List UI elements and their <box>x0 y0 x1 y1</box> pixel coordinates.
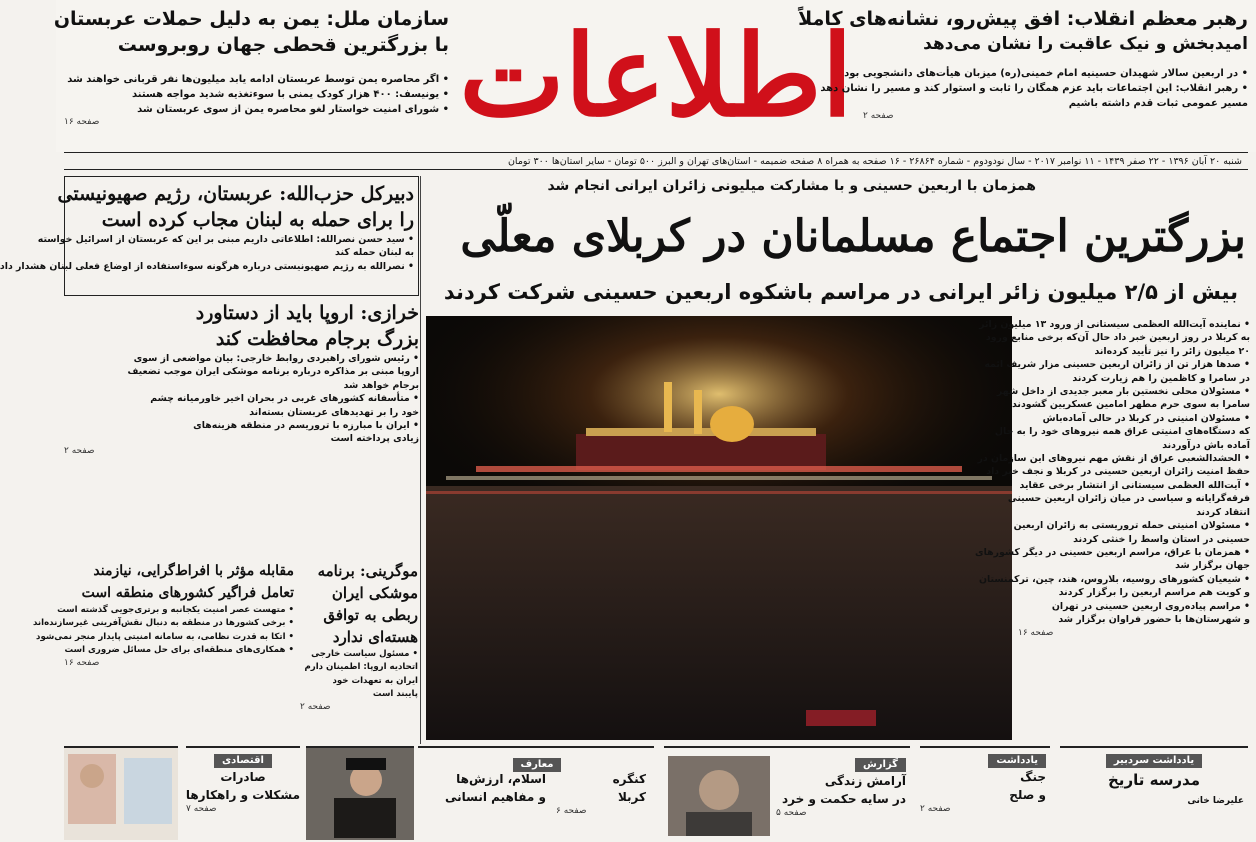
main-headline: بزرگترین اجتماع مسلمانان در کربلای معلّی <box>460 211 1246 262</box>
maaref-line: کنگره <box>612 772 646 786</box>
section-header <box>424 752 650 772</box>
page-reference: صفحه ۱۶ <box>1018 628 1054 639</box>
mogherini-story <box>300 560 418 712</box>
maaref-col1 <box>556 770 646 816</box>
main-bullet: • مراسم پیاده‌روی اربعین حسینی در تهران <box>1051 600 1250 612</box>
masthead-right-title: رهبر معظم انقلاب: افق پیش‌رو، نشانه‌های کاملاً <box>798 8 1248 30</box>
maaref-line: کربلا <box>617 790 646 804</box>
masthead-right-line: • رهبر انقلاب: این اجتماعات باید عزم همگان را ثابت و استوار کند و مسیر را نشان دهد <box>820 83 1248 94</box>
section-tag: اقتصادی <box>214 754 272 768</box>
story-line: زیادی پرداخته است <box>330 433 419 445</box>
main-bullet: انتقاد کردند <box>1196 506 1250 518</box>
masthead-right-story <box>798 6 1248 121</box>
extremism-title2: تعامل فراگیر کشورهای منطقه است <box>81 585 294 601</box>
main-bullet: فرقه‌گرایانه و سیاسی در میان زائران اربعین حسینی <box>1007 493 1250 505</box>
masthead-left-story <box>53 6 449 127</box>
story-line: • ایران با مبارزه با تروریسم در منطقه هزینه‌های <box>193 420 419 432</box>
note-line: و صلح <box>1009 788 1046 802</box>
economy-box <box>186 746 300 840</box>
main-bullet: • صدها هزار تن از زائران اربعین حسینی مزار شریف ائمه <box>984 359 1250 371</box>
report-box <box>664 746 910 840</box>
page-reference: صفحه ۲ <box>300 701 331 712</box>
page-reference: صفحه ۲ <box>920 804 951 814</box>
main-bullet: • مسئولان محلی نخستین بار معبر جدیدی از داخل شهر <box>996 386 1250 398</box>
mogherini-title: موگرینی: برنامه <box>317 562 418 580</box>
main-story-bullets <box>975 318 1250 639</box>
supplement-illustration <box>64 748 178 836</box>
report-text <box>776 752 906 818</box>
story-line: • مسئول سیاست خارجی <box>311 649 418 659</box>
story-line: • سید حسن نصرالله: اطلاعاتی داریم مبنی بر این که عربستان از اسرائیل خواسته <box>37 234 414 245</box>
newspaper-logo: اطلاعات <box>459 11 853 142</box>
story-line: • رئیس شورای راهبردی روابط خارجی: بیان مواضعی از سوی <box>133 353 419 364</box>
masthead-left-title2: با بزرگترین قحطی جهان روبروست <box>117 34 449 56</box>
main-kicker: همزمان با اربعین حسینی و با مشارکت میلیونی زائران ایرانی انجام شد <box>547 178 1036 194</box>
section-tag: یادداشت سردبیر <box>1106 754 1202 768</box>
hezbollah-story <box>0 176 419 296</box>
dateline: شنبه ۲۰ آبان ۱۳۹۶ - ۲۲ صفر ۱۴۳۹ - ۱۱ نوامبر ۲۰۱۷ - سال نودودوم - شماره ۲۶۸۶۴ - ۱۶ صفحه به همراه ۸ صفحه ضمیمه - استان‌های تهران و البرز ۵۰۰ تومان - سایر استان‌ها ۳۰۰ تومان <box>64 152 1248 170</box>
page-reference: صفحه ۱۶ <box>64 657 100 668</box>
story-line: به لبنان حمله کند <box>335 247 414 259</box>
editor-note-author: علیرضا خانی <box>1187 796 1244 806</box>
masthead-right-title2: امیدبخش و نیک عاقبت را نشان می‌دهد <box>923 34 1248 54</box>
main-bullet: و کویت هم مراسم اربعین را برگزار کردند <box>1058 587 1250 599</box>
hezbollah-title: را برای حمله به لبنان مجاب کرده است <box>101 209 414 231</box>
story-line: • اتکا به قدرت نظامی، به سامانه امنیتی پایدار منجر نمی‌شود <box>36 631 294 642</box>
kharazi-title2: بزرگ برجام محافظت کند <box>215 328 419 350</box>
editor-note-title: مدرسه تاریخ <box>1108 771 1200 789</box>
maaref-line: اسلام، ارزش‌ها <box>456 772 546 786</box>
masthead-left-line: • شورای امنیت خواستار لغو محاصره یمن از سوی عربستان شد <box>137 104 449 115</box>
main-bullet: آماده باش درآوردند <box>1162 439 1250 451</box>
masthead-right-line: مسیر عمومی ثبات قدم داشته باشیم <box>1068 98 1248 109</box>
story-line: • متأسفانه کشورهای غربی در بحران اخیر خاورمیانه چشم <box>150 393 419 405</box>
main-bullet: • الحشدالشعبی عراق از نقش مهم نیروهای این سازمان در <box>977 453 1250 465</box>
note-war-peace <box>920 746 1050 838</box>
main-bullet: که دستگاه‌های امنیتی عراق همه نیروهای خود را به حال <box>994 426 1250 438</box>
economy-line: مشکلات و راهکارها <box>185 788 300 802</box>
kharazi-story <box>64 300 419 456</box>
page-reference: صفحه ۶ <box>556 806 587 816</box>
crowd-illustration <box>426 316 1012 740</box>
page-reference: صفحه ۵ <box>776 808 807 818</box>
main-bullet: سامرا به سوی حرم مطهر امامین عسکریین گشودند <box>1012 399 1250 411</box>
maaref-line: و مفاهیم انسانی <box>445 790 546 804</box>
masthead-left-title: سازمان ملل: یمن به دلیل حملات عربستان <box>53 8 449 30</box>
note-line: جنگ <box>1020 770 1046 784</box>
report-portrait <box>668 756 770 836</box>
story-line: • برخی کشورها در منطقه به دنبال نقش‌آفرینی غیرسازنده‌اند <box>32 618 294 629</box>
masthead-left-line: • اگر محاصره یمن توسط عربستان ادامه یابد میلیون‌ها نفر قربانی خواهند شد <box>67 74 449 85</box>
main-bullet: ۲۰ میلیون زائر را نیز تأیید کرده‌اند <box>1094 345 1250 357</box>
story-line: برجام خواهد شد <box>343 379 419 391</box>
portrait-icon <box>668 756 770 836</box>
page-reference: صفحه ۲ <box>64 445 95 456</box>
extremism-story <box>32 560 294 668</box>
story-line: اروپا مبنی بر مذاکره درباره برنامه موشکی ایران موجب تضعیف <box>127 366 419 378</box>
mogherini-title4: هسته‌ای ندارد <box>332 628 418 646</box>
page-reference: صفحه ۱۶ <box>64 117 100 127</box>
section-tag: معارف <box>513 758 562 772</box>
main-bullet: حفظ امنیت زائران اربعین حسینی در کربلا و نجف خبر داد <box>986 466 1250 478</box>
main-bullet: • آیت‌الله العظمی سیستانی از انتشار برخی عقاید <box>1019 479 1250 491</box>
page-reference: صفحه ۲ <box>863 111 894 121</box>
story-line: • همکاری‌های منطقه‌ای برای حل مسائل ضروری است <box>64 645 294 656</box>
section-tag: گزارش <box>855 758 906 772</box>
story-line: ایران به تعهدات خود <box>332 675 418 686</box>
main-bullet: به کربلا در روز اربعین خبر داد حال آن‌که برخی منابع ورود <box>985 332 1250 344</box>
mogherini-title3: ربطی به توافق <box>323 606 418 624</box>
column-divider <box>420 176 421 744</box>
hezbollah-kicker: دبیرکل حزب‌الله: عربستان، رژیم صهیونیستی <box>57 183 414 205</box>
mogherini-title2: موشکی ایران <box>331 584 418 602</box>
main-bullet: • شیعیان کشورهای روسیه، بلاروس، هند، چین، ترکمنستان <box>979 573 1250 585</box>
editor-note-box <box>1060 746 1248 840</box>
masthead-right-line: • در اربعین سالار شهیدان حسینیه امام خمینی(ره) میزبان هیأت‌های دانشجویی بود <box>844 68 1248 79</box>
supplement-ad <box>64 746 178 840</box>
economy-line: صادرات <box>220 770 266 784</box>
story-line: پایبند است <box>372 689 418 700</box>
extremism-title: مقابله مؤثر با افراط‌گرایی، نیازمند <box>93 563 294 579</box>
cleric-photo <box>306 746 414 840</box>
story-line: خود را بر تهدیدهای عربستان بسته‌اند <box>249 406 419 418</box>
report-line: آرامش زندگی <box>824 774 906 788</box>
main-bullet: • مسئولان امنیتی در کربلا در حالی آماده‌باش <box>1042 412 1250 424</box>
maaref-box <box>418 746 654 840</box>
main-bullet: حسینی در استان واسط را خنثی کردند <box>1073 533 1250 545</box>
section-tag: یادداشت <box>988 754 1046 768</box>
main-photo-karbala-crowd <box>426 316 1012 740</box>
maaref-col2 <box>422 770 546 806</box>
kharazi-title: خرازی: اروپا باید از دستاورد <box>195 302 419 324</box>
story-line: اتحادیه اروپا: اطمینان دارم <box>304 662 418 673</box>
main-bullet: در سامرا و کاظمین را هم زیارت کردند <box>1072 372 1250 384</box>
main-bullet: و شهرستان‌ها با حضور فراوان برگزار شد <box>1058 613 1250 625</box>
story-line: • نصرالله به رژیم صهیونیستی درباره هرگونه سوءاستفاده از اوضاع فعلی لبنان هشدار داد <box>0 260 414 272</box>
page-reference: صفحه ۷ <box>186 804 217 814</box>
main-bullet: • مسئولان امنیتی حمله تروریستی به زائران اربعین <box>1013 520 1250 532</box>
main-bullet: جهان برگزار شد <box>1175 560 1250 572</box>
main-subheadline: بیش از ۲/۵ میلیون زائر ایرانی در مراسم باشکوه اربعین حسینی شرکت کردند <box>443 280 1238 304</box>
main-bullet: • نماینده آیت‌الله العظمی سیستانی از ورود ۱۳ میلیون زائر <box>979 319 1250 330</box>
story-line: • متهست عصر امنیت یکجانبه و برتری‌جویی گذشته است <box>57 605 294 615</box>
portrait-icon <box>306 748 414 838</box>
masthead-left-line: • یونیسف: ۴۰۰ هزار کودک یمنی با سوءتغذیه شدید مواجه هستند <box>131 89 449 100</box>
main-bullet: • همزمان با عراق، مراسم اربعین حسینی در دیگر کشورهای <box>975 546 1250 558</box>
report-line: در سایه حکمت و خرد <box>782 792 906 806</box>
